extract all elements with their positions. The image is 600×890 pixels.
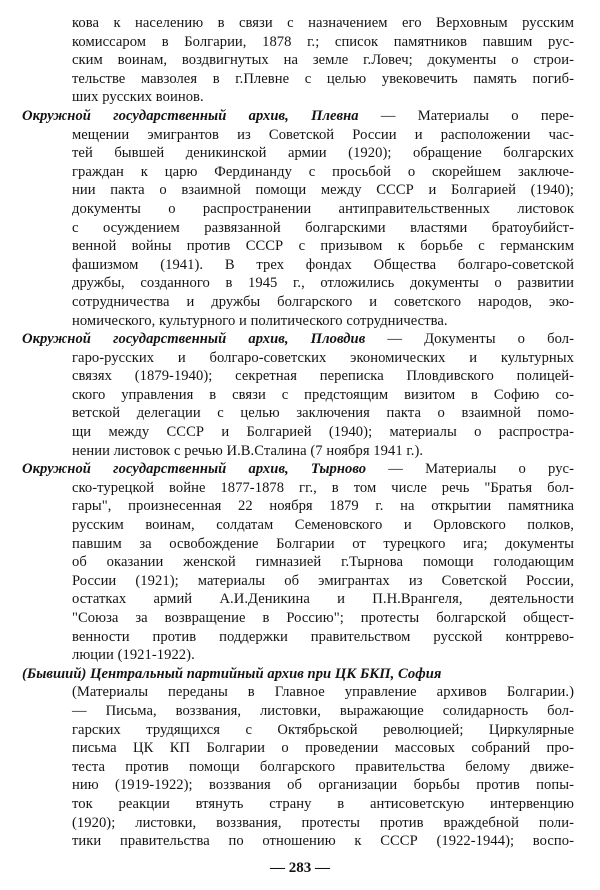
text-line: "Союза за возвращение в Россию"; протесты болгарской общест- <box>72 610 574 626</box>
text-line: письма ЦК КП Болгарии о проведении массовых собраний про- <box>72 740 574 757</box>
text-line: ших русских воинов. <box>72 89 204 106</box>
text-line: люции (1921-1922). <box>72 647 195 664</box>
text-line: ток реакции втянуть страну в антисоветскую интервенцию <box>72 795 574 812</box>
text-line: дружбы, созданного в 1945 г., отложились документы о развитии <box>72 275 574 292</box>
text-line: связях (1879-1940); секретная переписка Пловдивского полицей- <box>72 368 574 385</box>
text-line: венности против поддержки правительством русской контррево- <box>72 628 574 645</box>
entry-first-line <box>22 665 574 684</box>
text-line: тельстве мавзолея в г.Плевне с целью увековечить память погиб- <box>72 70 574 87</box>
text-line: мещении эмигрантов из Советской России и расположении час- <box>72 126 574 143</box>
page-number: — 283 — <box>270 860 330 876</box>
text-line: ского управления в связи с предстоящим визитом в Софию со- <box>72 386 574 403</box>
text-line: номического, культурного и политического сотрудничества. <box>72 312 448 329</box>
text-fragment: — Материалы о рус- <box>366 461 574 478</box>
entry-first-line <box>22 107 574 126</box>
text-line: (1920); листовки, воззвания, протесты против враждебной поли- <box>72 814 574 831</box>
text-fragment: — Документы о бол- <box>365 331 574 348</box>
entry-first-line <box>22 330 574 349</box>
text-line: венной войны против СССР с призывом к борьбе с германским <box>72 238 574 255</box>
text-fragment: — Материалы о пере- <box>358 107 574 124</box>
text-line: граждан к царю Фердинанду с просьбой о скорейшем заключе- <box>72 163 574 180</box>
text-line: кова к населению в связи с назначением его Верховным русским <box>72 15 574 31</box>
text-line: ветской делегации с целью заключения пакта о взаимной помо- <box>72 405 574 422</box>
text-line: об оказании женской гимназией г.Тырнова помощи голодающим <box>72 554 574 571</box>
entry-first-line <box>22 460 574 479</box>
text-line: тики правительства по отношению к СССР (1922-1944); воспо- <box>72 833 574 850</box>
archive-heading: Окружной государственный архив, Плевна <box>22 107 359 124</box>
text-line: — Письма, воззвания, листовки, выражающие солидарность бол- <box>72 702 574 719</box>
text-line: павшим за освобождение Болгарии от турецкого ига; документы <box>72 535 574 552</box>
text-line: России (1921); материалы об эмигрантах из Советской России, <box>72 572 574 589</box>
text-line: комиссаром в Болгарии, 1878 г.; список памятников павшим рус- <box>72 33 574 50</box>
archive-heading: Окружной государственный архив, Тырново <box>22 461 367 478</box>
text-line: фашизмом (1941). В трех фондах Общества болгаро-советской <box>72 256 574 273</box>
text-line: нию (1919-1922); воззвания об организации борьбы против попы- <box>72 777 574 794</box>
page-body <box>22 14 574 851</box>
text-line: русским воинам, солдатам Семеновского и Орловского полков, <box>72 517 574 534</box>
text-line: остатках армий А.И.Деникина и П.Н.Врангеля, деятельности <box>72 591 574 608</box>
archive-heading: (Бывший) Центральный партийный архив при ЦК БКП, София <box>22 665 442 682</box>
text-line: ско-турецкой войне 1877-1878 гг., в том числе речь "Братья бол- <box>72 479 574 496</box>
text-line: документы о распространении антиправительственных листовок <box>72 200 574 217</box>
text-line: гары", произнесенная 22 ноября 1879 г. на открытии памятника <box>72 498 574 515</box>
text-line: (Материалы переданы в Главное управление архивов Болгарии.) <box>72 684 574 701</box>
text-line: теста против помощи болгарского правительства белому движе- <box>72 758 574 775</box>
text-line: тей бывшей деникинской армии (1920); обращение болгарских <box>72 145 574 162</box>
archive-heading: Окружной государственный архив, Пловдив <box>22 331 366 348</box>
text-line: ским воинам, воздвигнутых на земле г.Ловеч; документы о строи- <box>72 52 574 69</box>
text-line: с осуждением развязанной болгарскими властями братоубийст- <box>72 219 574 236</box>
text-line: щи между СССР и Болгарией (1940); материалы о распростра- <box>72 424 574 441</box>
text-line: гарских трудящихся с Октябрьской революцией; Циркулярные <box>72 721 574 738</box>
text-line: гаро-русских и болгаро-советских экономических и культурных <box>72 349 574 366</box>
text-line: нении листовок с речью И.В.Сталина (7 ноября 1941 г.). <box>72 442 424 459</box>
text-line: сотрудничества и дружбы болгарского и советского народов, эко- <box>72 293 574 310</box>
text-line: нии пакта о взаимной помощи между СССР и Болгарией (1940); <box>72 182 574 199</box>
